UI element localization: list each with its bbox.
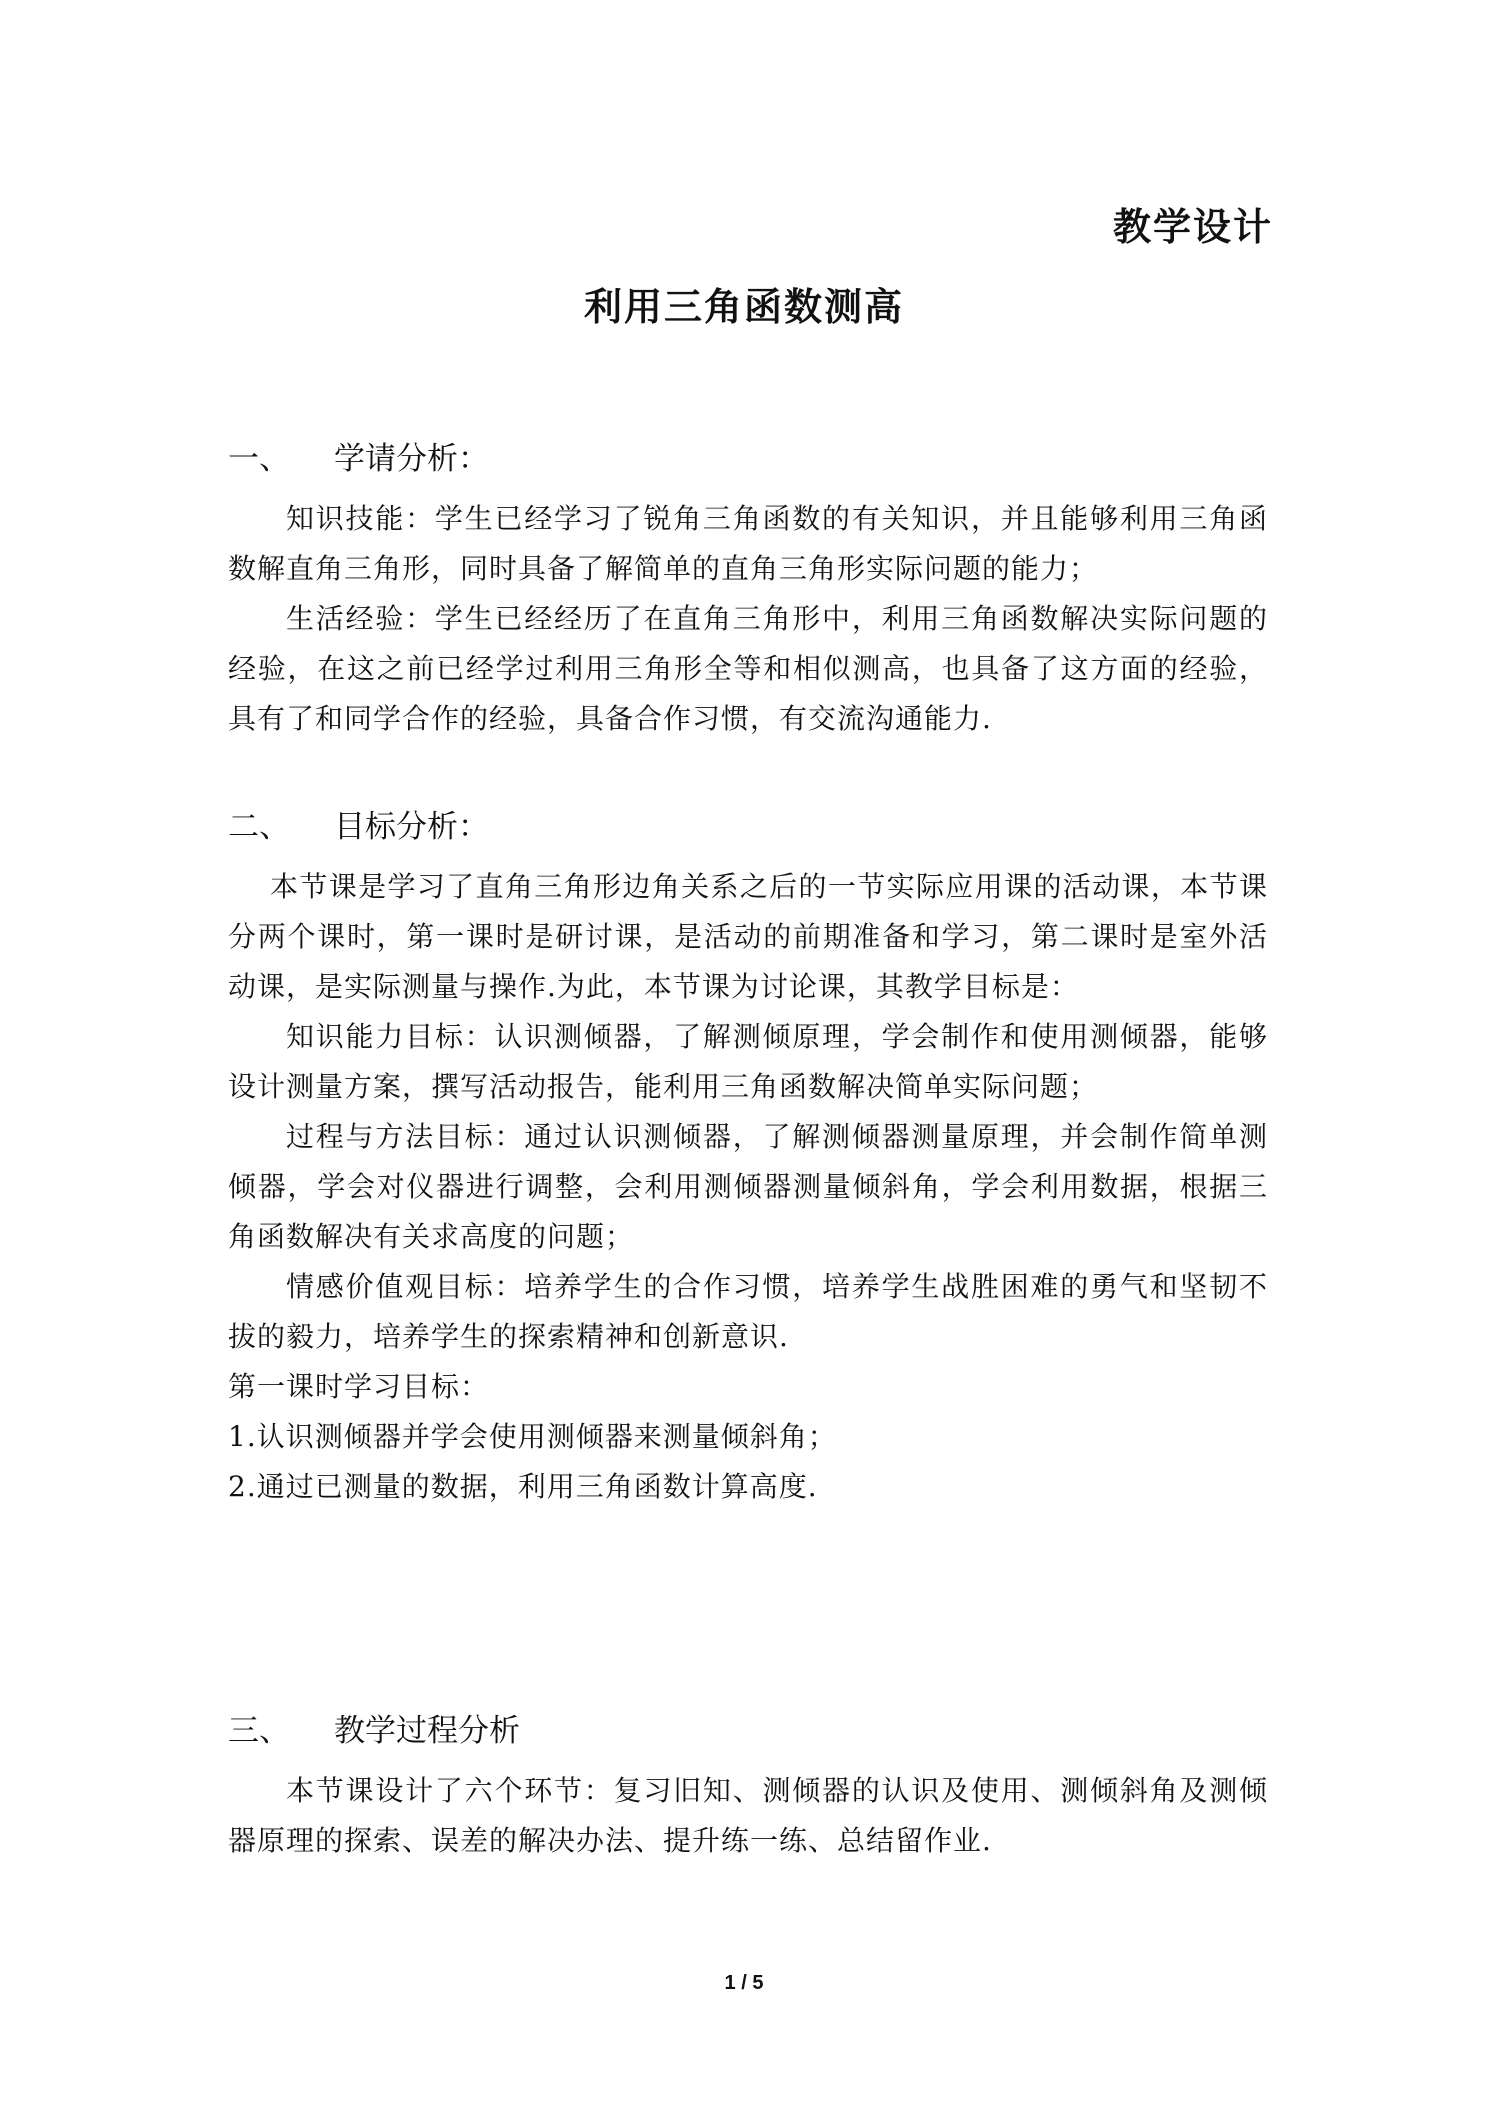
section-goals [228, 804, 1268, 1512]
paragraph: 生活经验：学生已经经历了在直角三角形中，利用三角函数解决实际问题的经验，在这之前已经学过利用三角形全等和相似测高，也具备了这方面的经验，具有了和同学合作的经验，具备合作习惯，有交流沟通能力. [228, 602, 1268, 735]
paragraph: 过程与方法目标：通过认识测倾器，了解测倾器测量原理，并会制作简单测倾器，学会对仪器进行调整，会利用测倾器测量倾斜角，学会利用数据，根据三角函数解决有关求高度的问题； [228, 1120, 1268, 1253]
paragraph: 本节课设计了六个环节：复习旧知、测倾器的认识及使用、测倾斜角及测倾器原理的探索、误差的解决办法、提升练一练、总结留作业. [228, 1774, 1268, 1857]
section-analysis [228, 436, 1268, 744]
section-title: 教学过程分析 [334, 1713, 520, 1749]
list-item: 1.认识测倾器并学会使用测倾器来测量倾斜角； [228, 1420, 837, 1453]
section-heading [228, 436, 1268, 482]
section-number: 三、 [228, 1713, 290, 1749]
paragraph: 情感价值观目标：培养学生的合作习惯，培养学生战胜困难的勇气和坚韧不拔的毅力，培养学生的探索精神和创新意识. [228, 1270, 1268, 1353]
section-title: 目标分析： [334, 809, 489, 845]
page-title: 利用三角函数测高 [583, 285, 904, 329]
subheading: 第一课时学习目标： [228, 1370, 490, 1403]
page-indicator: 1 / 5 [724, 1972, 764, 1994]
section-title: 学请分析： [334, 441, 489, 477]
section-heading [228, 804, 1268, 850]
section-number: 二、 [228, 809, 290, 845]
paragraph: 知识能力目标：认识测倾器，了解测倾原理，学会制作和使用测倾器，能够设计测量方案，撰写活动报告，能利用三角函数解决简单实际问题； [228, 1020, 1268, 1103]
list-item: 2.通过已测量的数据，利用三角函数计算高度. [228, 1470, 818, 1503]
paragraph: 本节课是学习了直角三角形边角关系之后的一节实际应用课的活动课，本节课分两个课时，第一课时是研讨课，是活动的前期准备和学习，第二课时是室外活动课，是实际测量与操作.为此，本节课为讨论课，其教学目标是： [228, 870, 1268, 1003]
paragraph: 知识技能：学生已经学习了锐角三角函数的有关知识，并且能够利用三角函数解直角三角形，同时具备了解简单的直角三角形实际问题的能力； [228, 502, 1268, 585]
section-number: 一、 [228, 441, 290, 477]
document-type-label: 教学设计 [1112, 205, 1273, 249]
section-process [228, 1708, 1268, 1866]
section-heading [228, 1708, 1268, 1754]
